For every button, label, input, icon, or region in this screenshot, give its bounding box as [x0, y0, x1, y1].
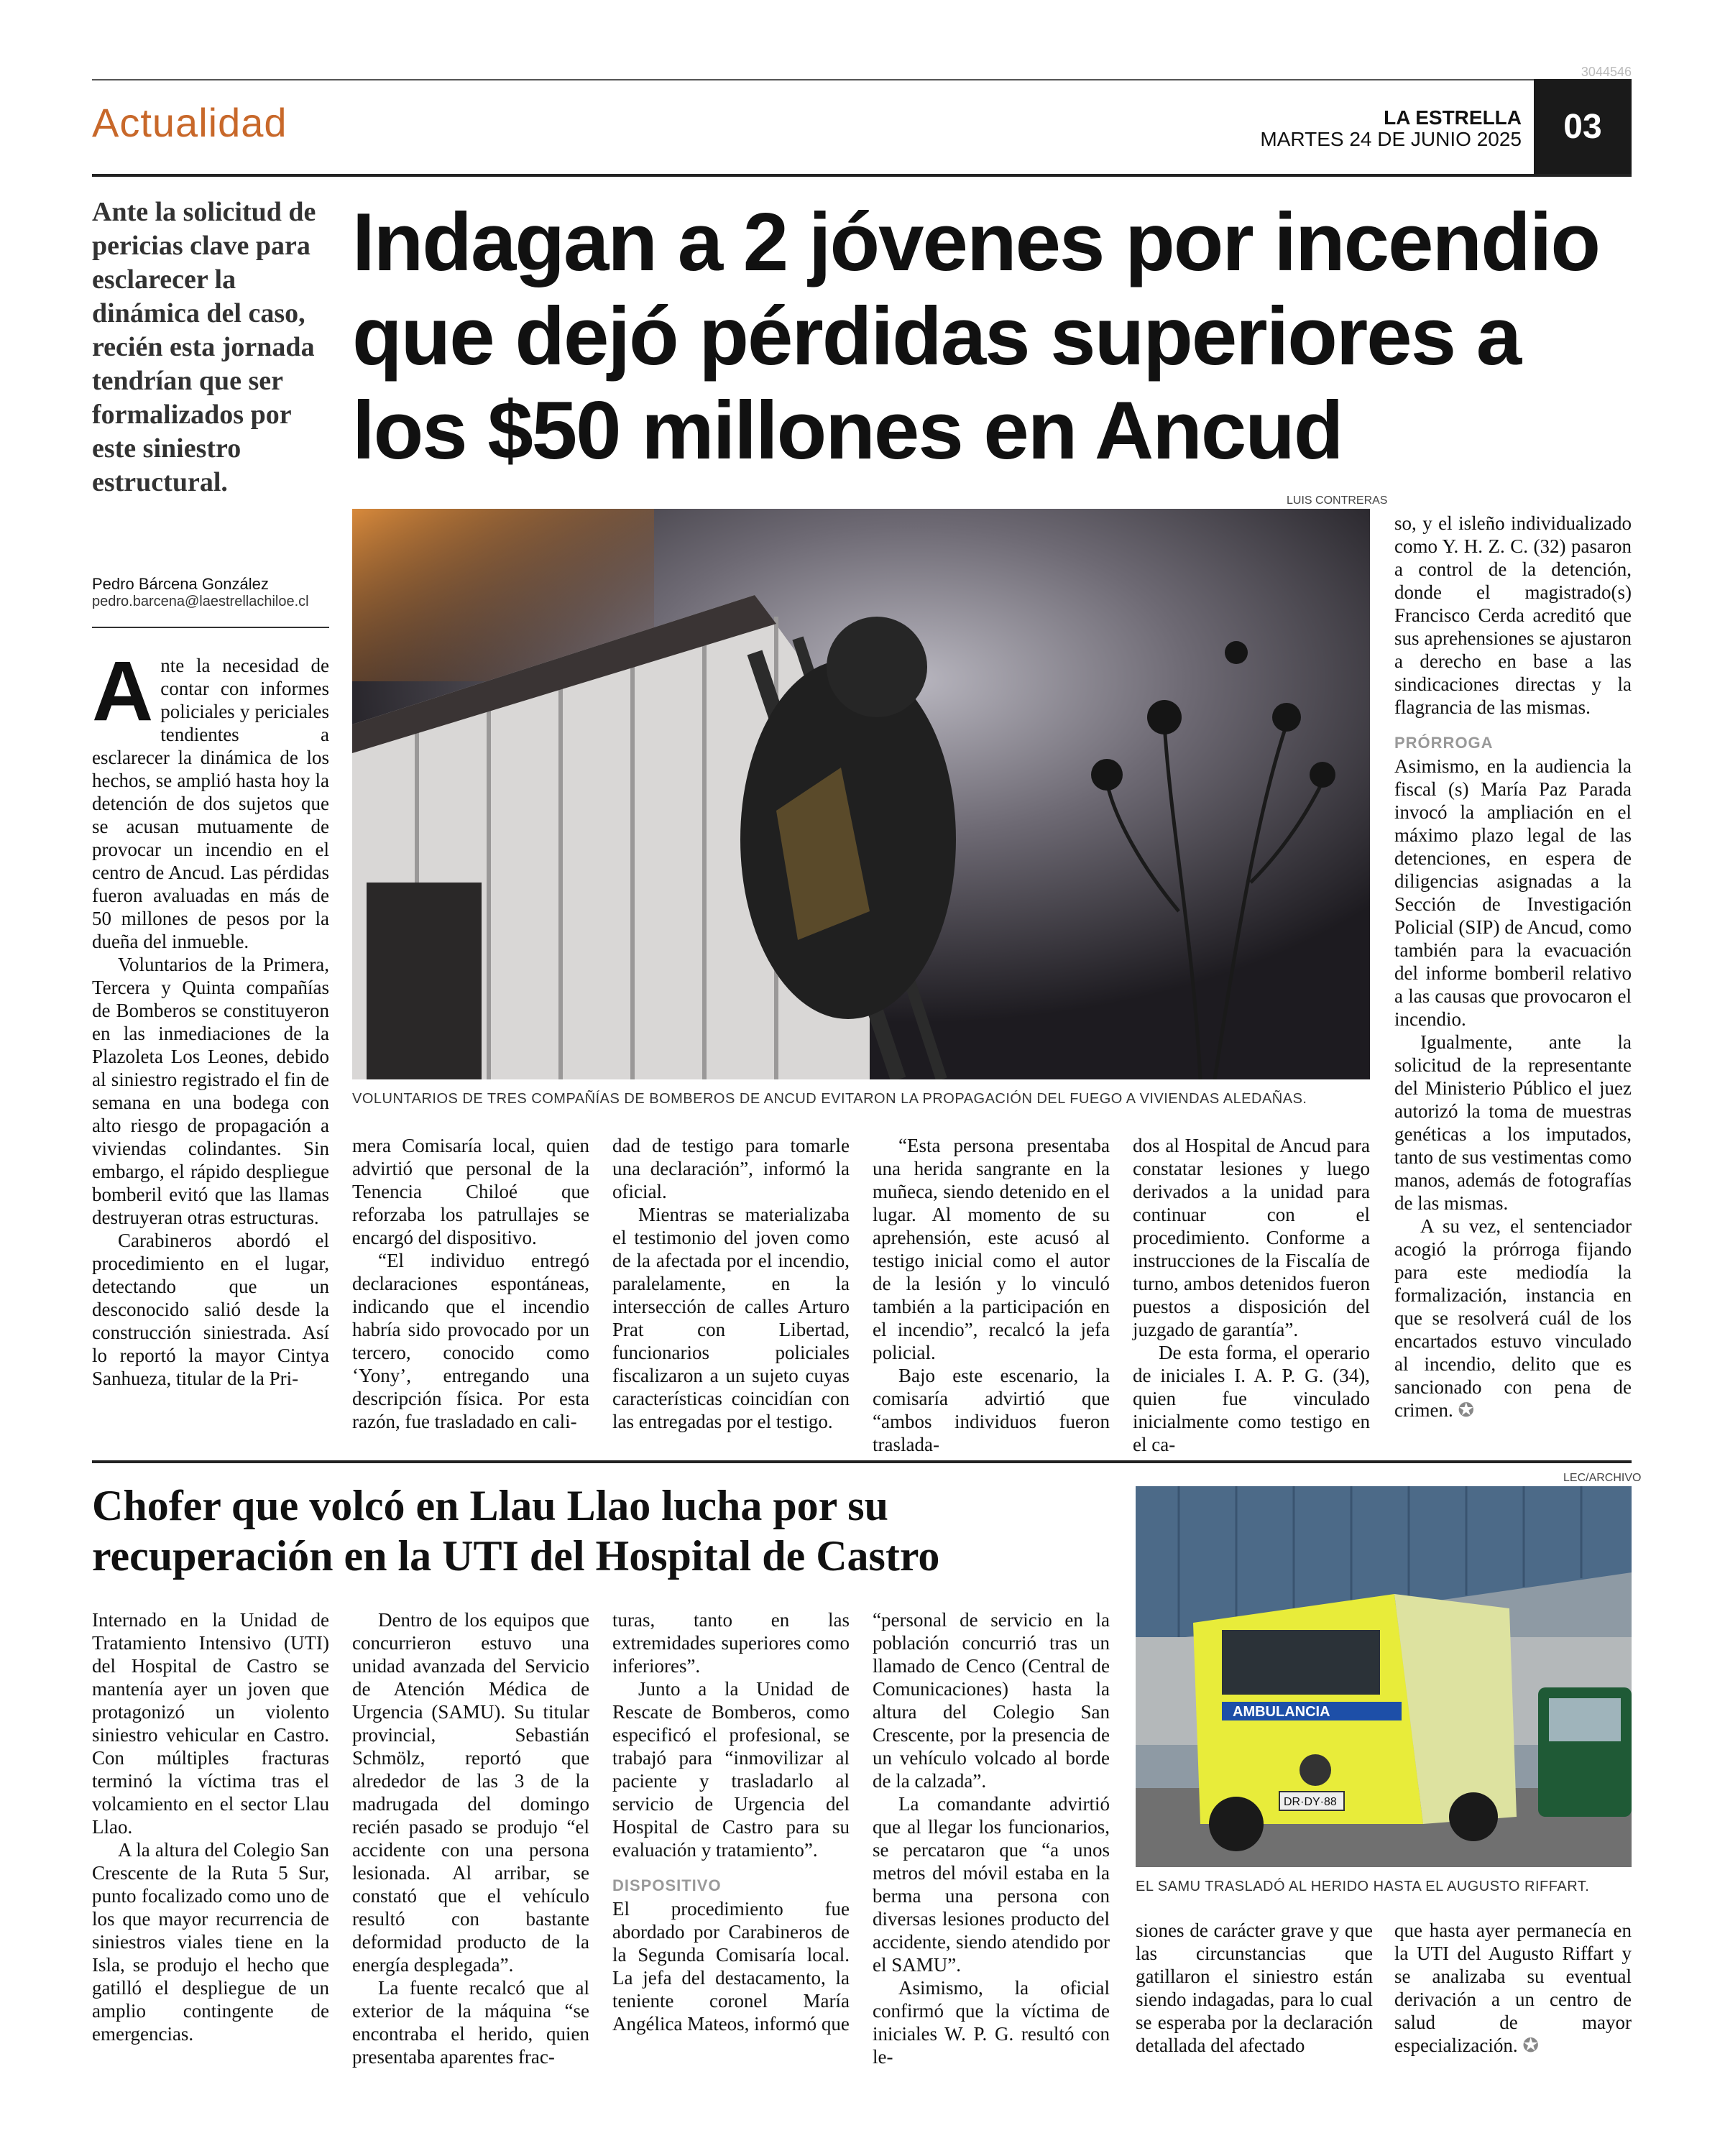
paragraph: dos al Hospital de Ancud para constatar lesiones y luego derivados a la unidad para continuar con el procedimiento. Conforme a instrucciones de la Fiscalía de turno, ambos detenidos fueron puestos a disposición del juzgado de garantía”. — [1133, 1135, 1370, 1340]
paragraph: mera Comisaría local, quien advirtió que personal de la Tenencia Chiloé que reforzaba los patrullajes se encargó del dispositivo. — [352, 1135, 589, 1248]
paragraph: A la altura del Colegio San Crescente de la Ruta 5 Sur, punto focalizado como uno de los que mayor recurrencia de siniestros viales tiene en la Isla, se produjo el hecho que gatilló el despliegue de un amplio contingente de emergencias. — [92, 1839, 329, 2045]
article-column-1 — [92, 644, 329, 1390]
header-rule — [92, 174, 1632, 177]
article-column-2 — [352, 1134, 589, 1433]
article2-column-2 — [352, 1608, 589, 2068]
paragraph: turas, tanto en las extremidades superiores como inferiores”. — [612, 1609, 850, 1677]
top-rule — [92, 79, 1632, 80]
article-column-4 — [873, 1134, 1110, 1456]
paragraph: La fuente recalcó que al exterior de la máquina “se encontraba el herido, quien presentaba aparentes frac- — [352, 1977, 589, 2068]
paragraph: “El individuo entregó declaraciones espontáneas, indicando que el incendio habría sido provocado por un tercero, conocido como ‘Yony’, entregando una descripción física. Por esta razón, fue trasladado en cali- — [352, 1250, 589, 1432]
paragraph: Bajo este escenario, la comisaría advirtió que “ambos individuos fueron traslada- — [873, 1365, 1110, 1455]
section-title: Actualidad — [92, 100, 288, 145]
main-headline: Indagan a 2 jóvenes por incendio que dejó pérdidas superiores a los $50 millones en Ancud — [352, 197, 1600, 476]
article-column-3 — [612, 1134, 850, 1433]
paragraph: dad de testigo para tomarle una declaración”, informó la oficial. — [612, 1135, 850, 1202]
paragraph: Voluntarios de la Primera, Tercera y Quinta compañías de Bomberos se constituyeron en las inmediaciones de la Plazoleta Los Leones, debido al siniestro registrado el fin de semana en una bodega con alto riesgo de propagación a viviendas colindantes. Sin embargo, el rápido despliegue bomberil evitó que las llamas destruyeran otras estructuras. — [92, 954, 329, 1228]
article2-column-5 — [1136, 1919, 1373, 2057]
author-email: pedro.barcena@laestrellachiloe.cl — [92, 594, 309, 609]
article2-column-3 — [612, 1608, 850, 2035]
subheading-dispositivo: DISPOSITIVO — [612, 1876, 722, 1894]
article2-column-6 — [1394, 1919, 1632, 2057]
article-column-6 — [1394, 512, 1632, 1422]
story-deck: Ante la solicitud de pericias clave para esclarecer la dinámica del caso, recién esta jornada tendrían que ser formalizados por este siniestro estructural. — [92, 197, 316, 497]
paragraph-text: nte la necesidad de contar con informes policiales y periciales tendientes a esclarecer la dinámica de los hechos, se amplió hasta hoy la detención de dos sujetos que se acusan mutuamente de provocar un incendio en el centro de Ancud. Las pérdidas fueron avaluadas en más de 50 millones de pesos por la dueña del inmueble. — [92, 655, 329, 952]
watermark-id: 3044546 — [1581, 65, 1632, 79]
author-name: Pedro Bárcena González — [92, 575, 269, 593]
ambulance-lettering: AMBULANCIA — [1233, 1704, 1330, 1720]
end-mark-icon: ✪ — [1522, 2035, 1540, 2056]
article2-column-4 — [873, 1608, 1110, 2068]
photo-credit: LUIS CONTRERAS — [1287, 494, 1388, 507]
paragraph: so, y el isleño individualizado como Y. H. Z. C. (32) pasaron a control de la detención, donde el magistrado(s) Francisco Cerda acreditó que sus aprehensiones se ajustaron a derecho en base a las sindicaciones directas y la flagrancia de las mismas. — [1394, 512, 1632, 718]
paragraph: Dentro de los equipos que concurrieron estuvo una unidad avanzada del Servicio de Atención Médica de Urgencia (SAMU). Su titular provincial, Sebastián Schmölz, reportó que alrededor de las 3 de la madrugada del domingo recién pasado se produjo “el accidente con una persona lesionada. Al arribar, se constató que el vehículo resultó con bastante deformidad producto de la energía desplegada”. — [352, 1609, 589, 1976]
secondary-headline: Chofer que volcó en Llau Llao lucha por su recuperación en la UTI del Hospital de Castro — [92, 1482, 940, 1580]
paragraph: Carabineros abordó el procedimiento en el lugar, detectando que un desconocido salió desde la construcción siniestrada. Así lo reportó la mayor Cintya Sanhueza, titular de la Pri- — [92, 1230, 329, 1389]
article-column-5 — [1133, 1134, 1370, 1456]
paragraph: Junto a la Unidad de Rescate de Bomberos, como especificó el profesional, se trabajó para “inmovilizar al paciente y trasladarlo al servicio de Urgencia del Hospital de Castro para su evaluación y tratamiento”. — [612, 1678, 850, 1861]
paragraph: “personal de servicio en la población concurrió tras un llamado de Cenco (Central de Comunicaciones) hasta la altura del Colegio San Crescente, por la presencia de un vehículo volcado al borde de la calzada”. — [873, 1609, 1110, 1792]
paragraph — [1394, 1215, 1632, 1422]
subheading-prorroga: PRÓRROGA — [1394, 734, 1494, 752]
byline — [92, 575, 329, 610]
drop-cap: A — [92, 644, 154, 739]
photo-caption: VOLUNTARIOS DE TRES COMPAÑÍAS DE BOMBEROS DE ANCUD EVITARON LA PROPAGACIÓN DEL FUEGO A VIVIENDAS ALEDAÑAS. — [352, 1091, 1307, 1107]
paragraph: De esta forma, el operario de iniciales I. A. P. G. (34), quien fue vinculado inicialmente como testigo en el ca- — [1133, 1342, 1370, 1455]
page-number: 03 — [1534, 79, 1632, 174]
paragraph-text: que hasta ayer permanecía en la UTI del Augusto Riffart y se analizaba su eventual derivación a un centro de salud de mayor especialización. — [1394, 1920, 1632, 2056]
firefighter-photo — [352, 509, 1370, 1079]
ambulance-photo — [1136, 1486, 1632, 1867]
paragraph-text: A su vez, el sentenciador acogió la prórroga fijando para este mediodía la formalización, instancia en que se resolverá cuál de los encartados estuvo vinculado al incendio, delito que es sancionado con pena de crimen. — [1394, 1215, 1632, 1421]
paragraph: El procedimiento fue abordado por Carabineros de la Segunda Comisaría local. La jefa del destacamento, la teniente coronel María Angélica Mateos, informó que — [612, 1898, 850, 2035]
paragraph: La comandante advirtió que al llegar los funcionarios, se percataron que “a unos metros del móvil estaba en la berma una persona con diversas lesiones producto del accidente, siendo atendido por el SAMU”. — [873, 1793, 1110, 1976]
paragraph: siones de carácter grave y que las circunstancias que gatillaron el siniestro están siendo indagadas, para lo cual se esperaba por la declaración detallada del afectado — [1136, 1920, 1373, 2056]
paragraph: “Esta persona presentaba una herida sangrante en la muñeca, siendo detenido en el lugar. Al momento de su aprehensión, este acusó al testigo inicial como el autor de la lesión y lo vinculó también a la participación en el incendio”, recalcó la jefa policial. — [873, 1135, 1110, 1363]
publication-date: MARTES 24 DE JUNIO 2025 — [1260, 128, 1522, 150]
paragraph: Asimismo, la oficial confirmó que la víctima de iniciales W. P. G. resultó con le- — [873, 1977, 1110, 2068]
story-separator — [92, 1460, 1632, 1463]
photo-credit: LEC/ARCHIVO — [1563, 1472, 1642, 1484]
license-plate: DR·DY·88 — [1284, 1796, 1337, 1808]
paragraph: Asimismo, en la audiencia la fiscal (s) María Paz Parada invocó la ampliación en el máximo plazo legal de las detenciones, en espera de diligencias asignadas a la Sección de Investigación Policial (SIP) de Ancud, como también para la evacuación del informe bomberil relativo a las causas que provocaron el incendio. — [1394, 755, 1632, 1030]
byline-rule — [92, 627, 329, 628]
publication-name: LA ESTRELLA — [1384, 106, 1522, 129]
paragraph — [1394, 1919, 1632, 2057]
article2-column-1 — [92, 1608, 329, 2045]
end-mark-icon: ✪ — [1458, 1399, 1475, 1421]
paragraph: Mientras se materializaba el testimonio del joven como de la afectada por el incendio, paralelamente, en la intersección de calles Arturo Prat con Libertad, funcionarios policiales fiscalizaron a un sujeto cuyas características coincidían con las entregadas por el testigo. — [612, 1204, 850, 1432]
paragraph: Internado en la Unidad de Tratamiento Intensivo (UTI) del Hospital de Castro se mantenía ayer un joven que protagonizó un violento siniestro vehicular en Castro. Con múltiples fracturas terminó la víctima tras el volcamiento en el sector Llau Llao. — [92, 1609, 329, 1838]
paragraph: Igualmente, ante la solicitud de la representante del Ministerio Público el juez autorizó la toma de muestras genéticas a los imputados, tanto de sus vestimentas como manos, además de fotografías de las mismas. — [1394, 1031, 1632, 1214]
lead-paragraph — [92, 644, 329, 953]
photo-caption: EL SAMU TRASLADÓ AL HERIDO HASTA EL AUGUSTO RIFFART. — [1136, 1879, 1590, 1894]
